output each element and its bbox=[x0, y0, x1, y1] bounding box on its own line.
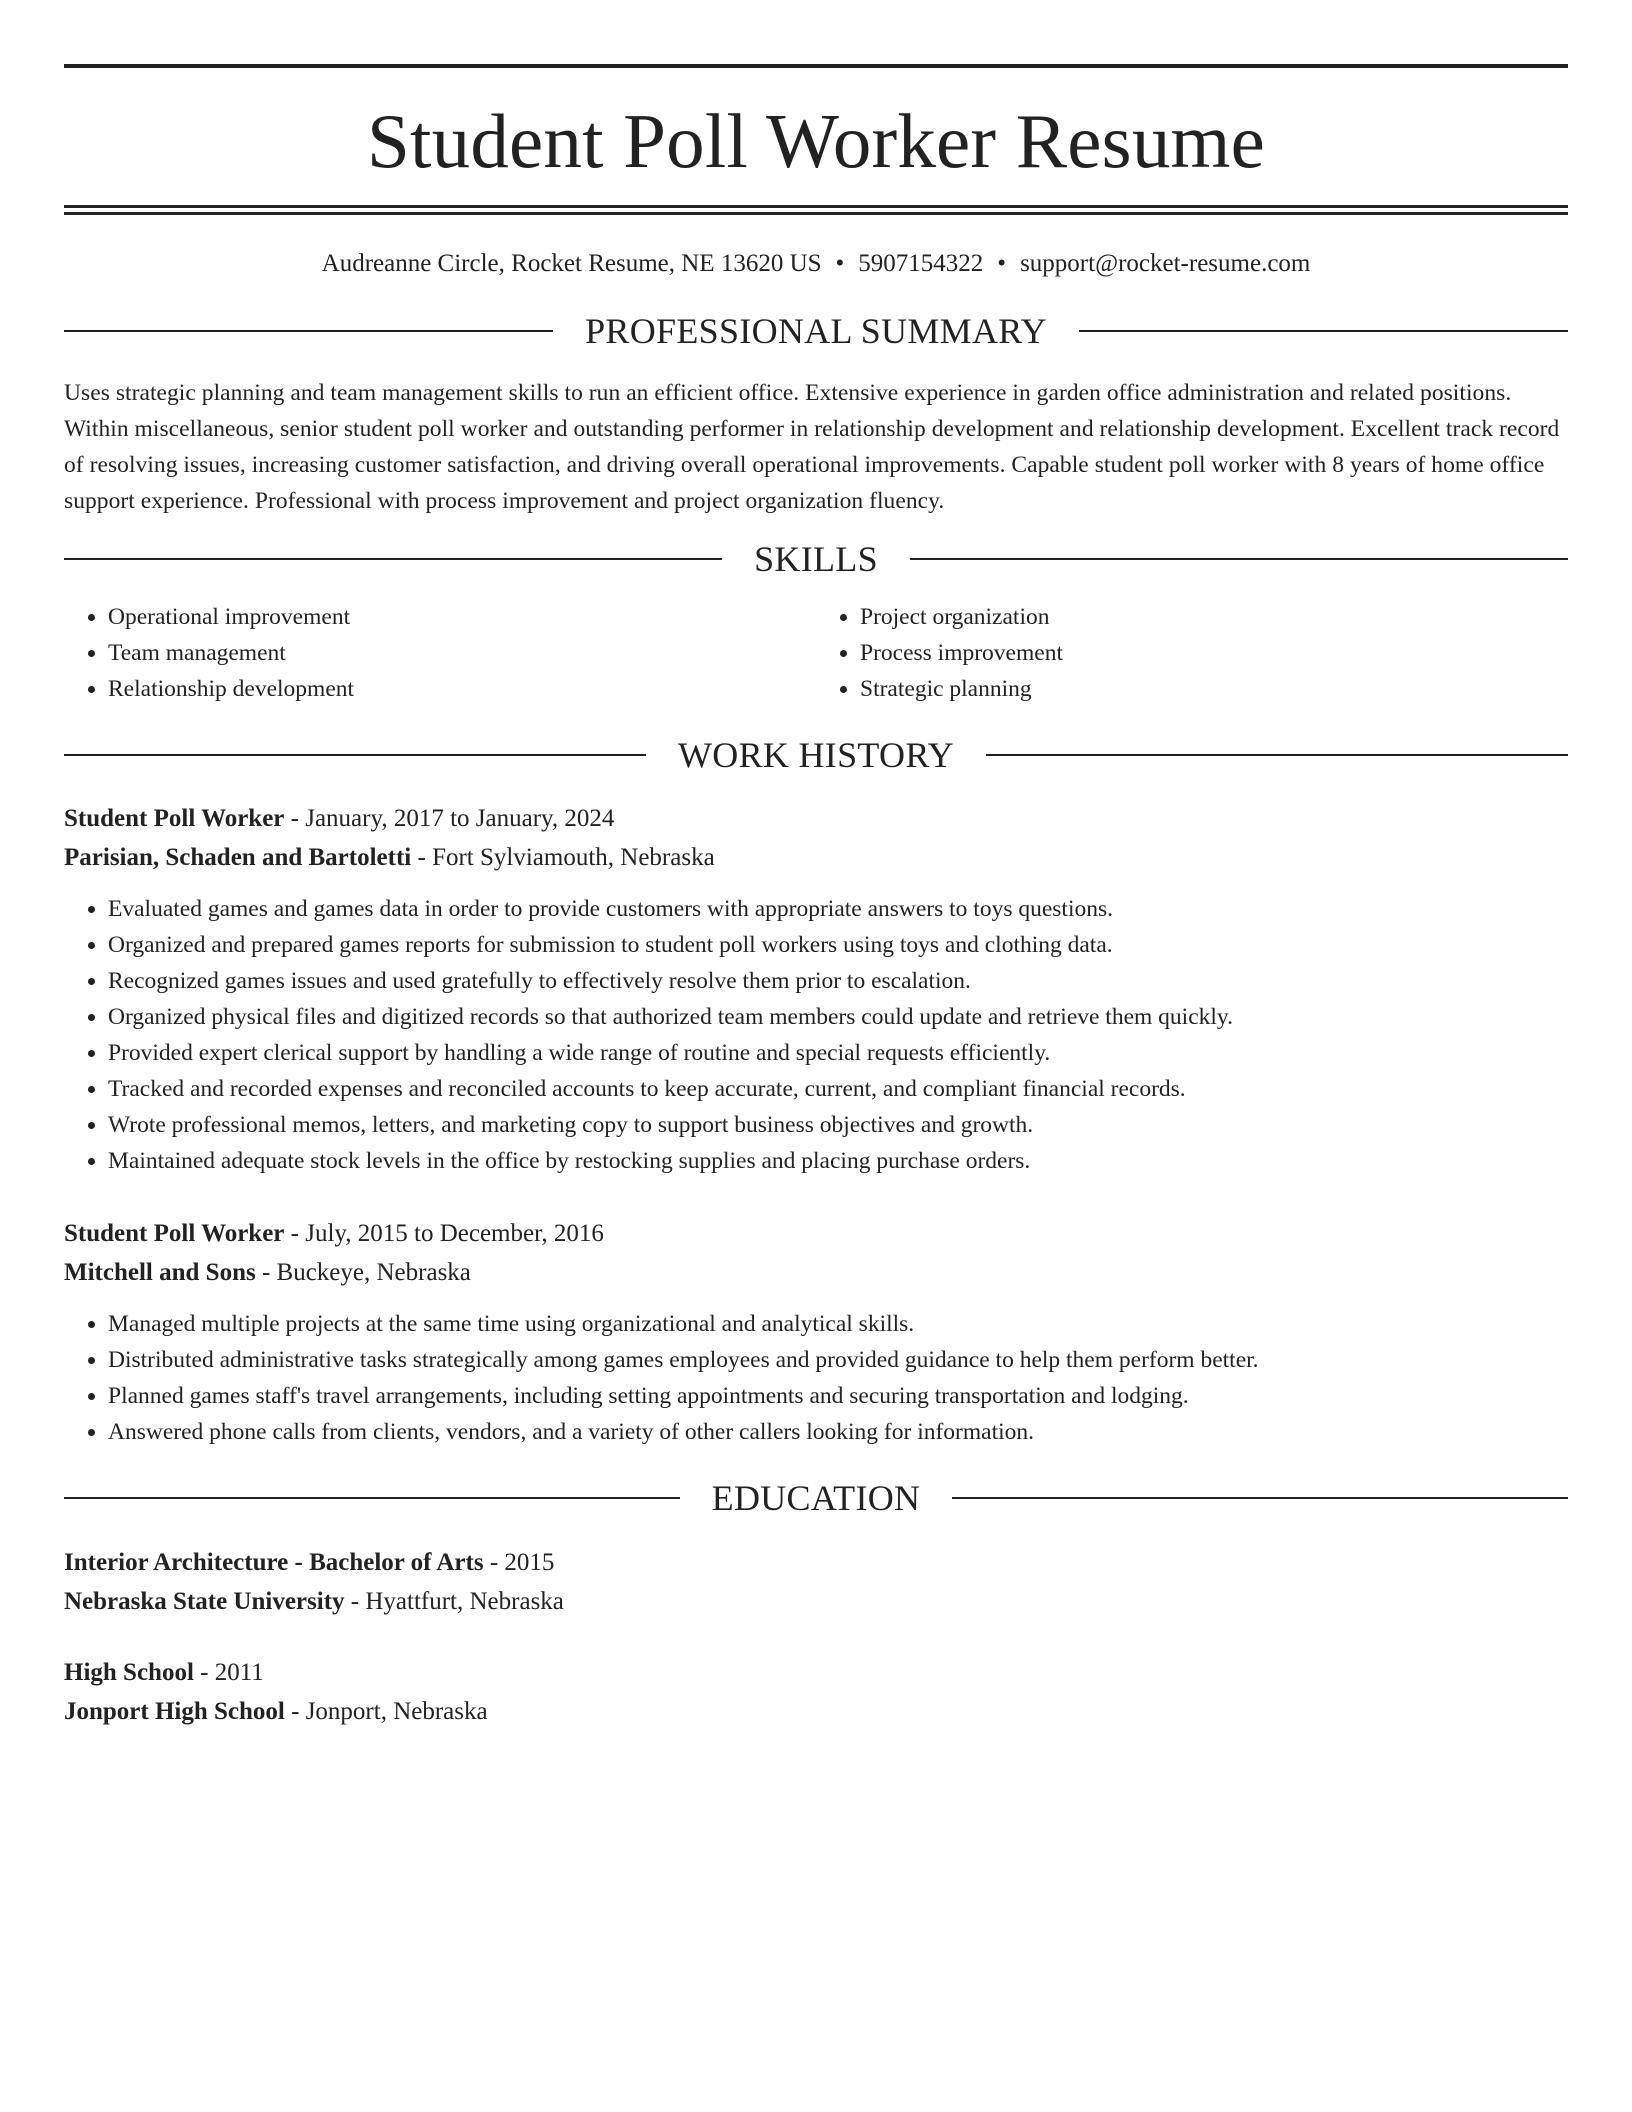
heading-rule-left bbox=[64, 558, 722, 560]
skills-list bbox=[64, 599, 1568, 707]
job-company: Mitchell and Sons bbox=[64, 1259, 256, 1286]
heading-rule-left bbox=[64, 1497, 680, 1499]
summary-text: Uses strategic planning and team management skills to run an efficient office. Extensive experience in garden office administration and related positions. Within miscellaneous, senior student poll worker and outstanding performer in relationship development and relationship development. Excellent track record of resolving issues, increasing customer satisfaction, and driving overall operational improvements. Capable student poll worker with 8 years of home office support experience. Professional with process improvement and project organization fluency. bbox=[64, 380, 1560, 514]
job-company: Parisian, Schaden and Bartoletti bbox=[64, 844, 412, 871]
summary-heading bbox=[64, 313, 1568, 349]
education-entry bbox=[64, 1653, 1568, 1731]
contact-line bbox=[64, 251, 1568, 276]
title-double-rule bbox=[64, 205, 1568, 215]
job-location: - Fort Sylviamouth, Nebraska bbox=[411, 844, 715, 871]
degree: Interior Architecture - Bachelor of Arts bbox=[64, 1549, 484, 1576]
skill-item: • Relationship development bbox=[108, 671, 816, 707]
degree: High School bbox=[64, 1659, 194, 1686]
job-entry bbox=[64, 1214, 1568, 1450]
degree-line bbox=[64, 1653, 1568, 1692]
job-bullets bbox=[64, 1306, 1568, 1450]
job-bullet: • Tracked and recorded expenses and reconciled accounts to keep accurate, current, and compliant financial records. bbox=[108, 1071, 1568, 1107]
job-entry bbox=[64, 799, 1568, 1179]
summary-heading-label: PROFESSIONAL SUMMARY bbox=[585, 311, 1047, 351]
skill-item: • Team management bbox=[108, 635, 816, 671]
job-bullet: • Maintained adequate stock levels in the office by restocking supplies and placing purchase orders. bbox=[108, 1143, 1568, 1179]
heading-rule-left bbox=[64, 330, 553, 332]
degree-year: - 2011 bbox=[193, 1659, 264, 1686]
contact-phone: 5907154322 bbox=[858, 250, 984, 277]
school: Jonport High School bbox=[64, 1698, 285, 1725]
job-company-line bbox=[64, 838, 1568, 877]
job-bullet: • Answered phone calls from clients, vendors, and a variety of other callers looking for information. bbox=[108, 1414, 1568, 1450]
contact-address: Audreanne Circle, Rocket Resume, NE 13620 US bbox=[321, 250, 822, 277]
work-heading bbox=[64, 737, 1568, 773]
job-dates: - July, 2015 to December, 2016 bbox=[284, 1220, 604, 1247]
job-bullet: • Recognized games issues and used gratefully to effectively resolve them prior to escalation. bbox=[108, 963, 1568, 999]
skills-heading-label: SKILLS bbox=[754, 539, 878, 579]
contact-email: support@rocket-resume.com bbox=[1020, 250, 1311, 277]
school-location: - Hyattfurt, Nebraska bbox=[344, 1588, 564, 1615]
job-bullet: • Distributed administrative tasks strategically among games employees and provided guidance to help them perform better. bbox=[108, 1342, 1568, 1378]
job-title-line bbox=[64, 799, 1568, 838]
skill-item: • Project organization bbox=[860, 599, 1568, 635]
top-rule bbox=[64, 64, 1568, 68]
job-bullets bbox=[64, 891, 1568, 1179]
skills-column-left bbox=[64, 599, 816, 707]
work-heading-label: WORK HISTORY bbox=[678, 735, 954, 775]
job-title: Student Poll Worker bbox=[64, 1220, 285, 1247]
job-bullet: • Managed multiple projects at the same time using organizational and analytical skills. bbox=[108, 1306, 1568, 1342]
heading-rule-right bbox=[910, 558, 1568, 560]
contact-separator: • bbox=[997, 250, 1007, 277]
contact-separator: • bbox=[835, 250, 845, 277]
skills-column-right bbox=[816, 599, 1568, 707]
job-bullet: • Evaluated games and games data in order to provide customers with appropriate answers to toys questions. bbox=[108, 891, 1568, 927]
degree-line bbox=[64, 1543, 1568, 1582]
school-line bbox=[64, 1692, 1568, 1731]
school-location: - Jonport, Nebraska bbox=[284, 1698, 488, 1725]
resume-page bbox=[64, 64, 1568, 1731]
degree-year: - 2015 bbox=[483, 1549, 555, 1576]
job-title: Student Poll Worker bbox=[64, 805, 285, 832]
skills-heading bbox=[64, 541, 1568, 577]
job-title-line bbox=[64, 1214, 1568, 1253]
job-location: - Buckeye, Nebraska bbox=[255, 1259, 471, 1286]
job-bullet: • Organized physical files and digitized records so that authorized team members could update and retrieve them quickly. bbox=[108, 999, 1568, 1035]
heading-rule-right bbox=[952, 1497, 1568, 1499]
school: Nebraska State University bbox=[64, 1588, 345, 1615]
job-bullet: • Planned games staff's travel arrangements, including setting appointments and securing transportation and lodging. bbox=[108, 1378, 1568, 1414]
job-dates: - January, 2017 to January, 2024 bbox=[284, 805, 615, 832]
skill-item: • Operational improvement bbox=[108, 599, 816, 635]
skill-item: • Process improvement bbox=[860, 635, 1568, 671]
job-bullet: • Wrote professional memos, letters, and marketing copy to support business objectives and growth. bbox=[108, 1107, 1568, 1143]
heading-rule-left bbox=[64, 754, 646, 756]
school-line bbox=[64, 1582, 1568, 1621]
job-bullet: • Provided expert clerical support by handling a wide range of routine and special requests efficiently. bbox=[108, 1035, 1568, 1071]
resume-title: Student Poll Worker Resume bbox=[367, 98, 1265, 184]
heading-rule-right bbox=[1079, 330, 1568, 332]
heading-rule-right bbox=[986, 754, 1568, 756]
education-heading-label: EDUCATION bbox=[711, 1478, 921, 1518]
job-bullet: • Organized and prepared games reports for submission to student poll workers using toys and clothing data. bbox=[108, 927, 1568, 963]
education-heading bbox=[64, 1480, 1568, 1516]
skill-item: • Strategic planning bbox=[860, 671, 1568, 707]
education-entry bbox=[64, 1543, 1568, 1621]
job-company-line bbox=[64, 1253, 1568, 1292]
